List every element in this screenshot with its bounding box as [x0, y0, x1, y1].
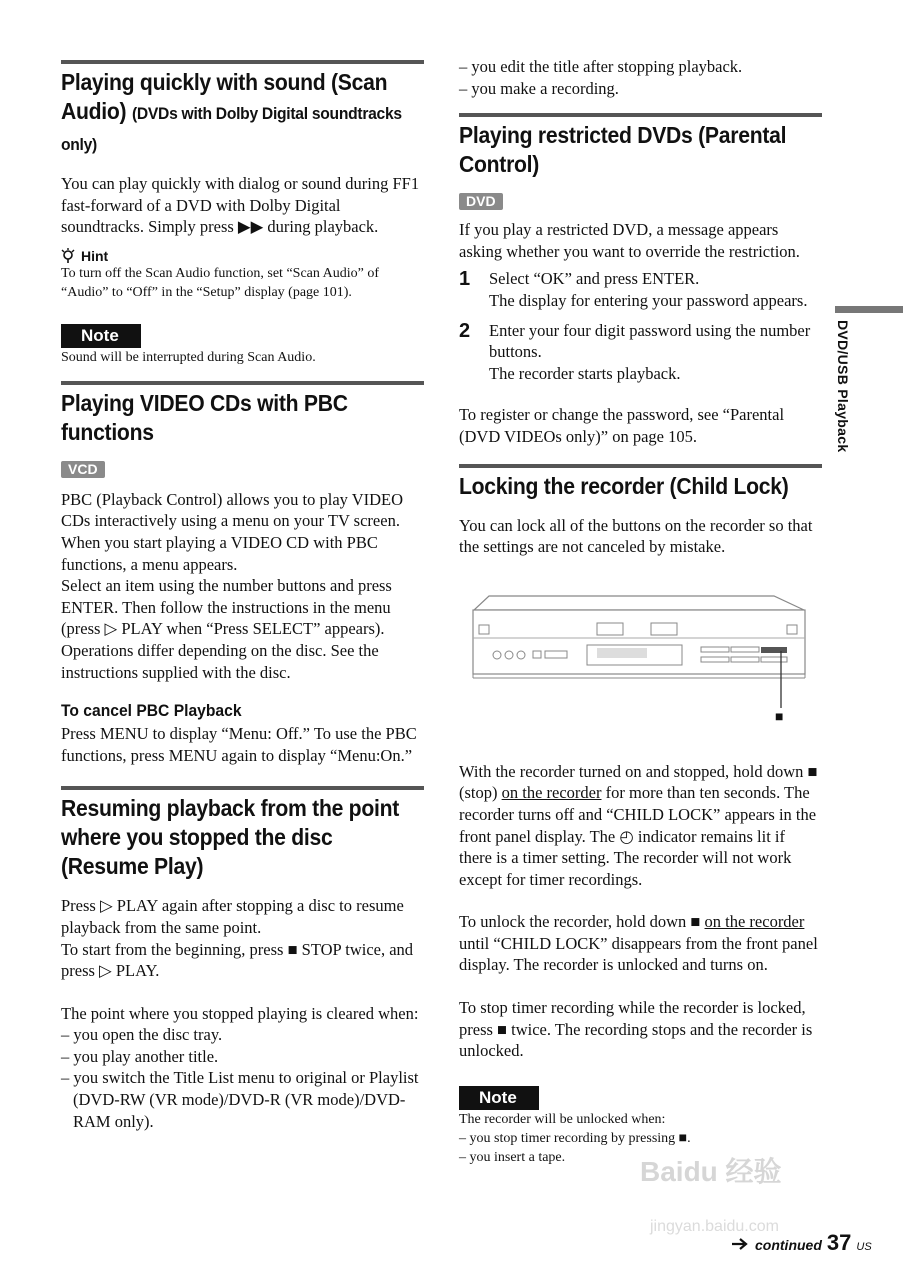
hint-label: Hint	[81, 247, 109, 264]
child-lock-heading: Locking the recorder (Child Lock)	[459, 472, 789, 499]
child-lock-para-2	[459, 911, 822, 976]
list-item: – you make a recording.	[459, 78, 619, 98]
left-column	[61, 0, 424, 1132]
hint-text: To turn off the Scan Audio function, set “Scan Audio” of “Audio” to “Off” in the “Setup” display (page 101).	[61, 265, 379, 300]
section-rule	[61, 786, 424, 790]
step-1	[459, 268, 822, 311]
list-item: – you stop timer recording by pressing ■.	[459, 1130, 691, 1146]
recorder-illustration	[459, 588, 822, 723]
page-number: 37	[826, 1230, 852, 1255]
section-rule	[459, 464, 822, 468]
resume-heading: Resuming playback from the point where you stopped the disc (Resume Play)	[61, 795, 400, 880]
watermark: Baidu 经验	[640, 1156, 782, 1187]
list-item: – you switch the Title List menu to original or Playlist (DVD-RW (VR mode)/DVD-R (VR mode)/DVD-RAM only).	[61, 1068, 419, 1131]
para-text: With the recorder turned on and stopped, hold down ■ (stop)	[459, 761, 818, 803]
note-badge: Note	[459, 1086, 539, 1110]
vcd-badge: VCD	[61, 461, 105, 478]
parental-register: To register or change the password, see “Parental (DVD VIDEOs only)” on page 105.	[459, 405, 785, 446]
resume-list	[61, 1024, 424, 1132]
list-item: – you insert a tape.	[459, 1149, 566, 1165]
note-intro: The recorder will be unlocked when:	[459, 1111, 666, 1127]
resume-line-1: Press ▷ PLAY again after stopping a disc to resume playback from the same point.	[61, 896, 404, 937]
scan-audio-body: You can play quickly with dialog or sound during FF1 fast-forward of a DVD with Dolby Digital soundtracks. Simply press ▶▶ during playback.	[61, 174, 420, 237]
para-text: for more than ten seconds. The recorder turns off and “CHILD LOCK” appears in the front panel display. The ◴ indicator remains lit if there is a timer setting. The recorder will not work except for timer recordings.	[459, 783, 817, 889]
dvd-badge: DVD	[459, 193, 503, 210]
child-lock-para-3: To stop timer recording while the recorder is locked, press ■ twice. The recording stops and the recorder is unlocked.	[459, 998, 813, 1061]
cancel-pbc-text: Press MENU to display “Menu: Off.” To use the PBC functions, press MENU again to display “Menu:On.”	[61, 724, 417, 765]
stop-label: ■	[775, 709, 784, 725]
hint-heading	[61, 248, 424, 264]
step-sub: The recorder starts playback.	[489, 363, 681, 383]
step-number: 2	[459, 319, 471, 342]
watermark-url: jingyan.baidu.com	[650, 1218, 779, 1235]
recorder-diagram	[459, 576, 822, 751]
para-text: until “CHILD LOCK” disappears from the front panel display. The recorder is unlocked and turns on.	[459, 933, 818, 975]
resume-list-continued	[459, 56, 822, 99]
step-text: Select “OK” and press ENTER.	[489, 269, 700, 289]
step-number: 1	[459, 268, 471, 291]
para-underline: on the recorder	[704, 912, 805, 932]
pbc-line: Select an item using the number buttons and press ENTER. Then follow the instructions in the menu (press ▷ PLAY when “Press SELECT” appears).	[61, 576, 392, 639]
scan-audio-heading	[61, 68, 424, 159]
page-suffix: US	[856, 1241, 872, 1253]
pbc-line: When you start playing a VIDEO CD with PBC functions, a menu appears.	[61, 532, 378, 574]
side-tab-marker	[835, 306, 903, 313]
note-text: Sound will be interrupted during Scan Audio.	[61, 349, 316, 365]
note-badge: Note	[61, 324, 141, 348]
resume-line-2: To start from the beginning, press ■ STOP twice, and press ▷ PLAY.	[61, 939, 414, 981]
pbc-line: PBC (Playback Control) allows you to play VIDEO CDs interactively using a menu on your TV screen.	[61, 489, 404, 531]
child-lock-para-1	[459, 761, 822, 891]
side-label	[827, 320, 867, 460]
lightbulb-icon	[61, 248, 75, 264]
pbc-heading: Playing VIDEO CDs with PBC functions	[61, 389, 348, 445]
section-rule	[61, 60, 424, 64]
parental-heading: Playing restricted DVDs (Parental Control)	[459, 122, 787, 178]
list-item: – you open the disc tray.	[61, 1025, 223, 1045]
section-rule	[61, 381, 424, 385]
child-lock-intro: You can lock all of the buttons on the recorder so that the settings are not canceled by mistake.	[459, 515, 813, 557]
scan-audio-title: Playing quickly with sound (Scan Audio)	[61, 69, 388, 124]
cancel-pbc-heading: To cancel PBC Playback	[61, 701, 242, 721]
list-item: – you edit the title after stopping playback.	[459, 57, 743, 76]
resume-cleared-intro: The point where you stopped playing is cleared when:	[61, 1003, 419, 1023]
para-text: To unlock the recorder, hold down ■	[459, 912, 705, 932]
section-rule	[459, 113, 822, 117]
arrow-right-icon	[732, 1238, 750, 1250]
parental-intro: If you play a restricted DVD, a message appears asking whether you want to override the restriction.	[459, 220, 800, 261]
step-text: Enter your four digit password using the number buttons.	[489, 320, 811, 362]
scan-audio-subtitle: (DVDs with Dolby Digital soundtracks only)	[61, 104, 402, 154]
continued-label: continued	[755, 1237, 822, 1253]
pbc-line: Operations differ depending on the disc. See the instructions supplied with the disc.	[61, 640, 379, 682]
para-underline: on the recorder	[501, 783, 602, 803]
page-footer	[732, 1230, 872, 1256]
step-sub: The display for entering your password appears.	[489, 290, 808, 310]
step-2	[459, 320, 822, 385]
list-item: – you play another title.	[61, 1046, 219, 1066]
right-column	[459, 0, 822, 1167]
side-label-text: DVD/USB Playback	[835, 320, 851, 453]
